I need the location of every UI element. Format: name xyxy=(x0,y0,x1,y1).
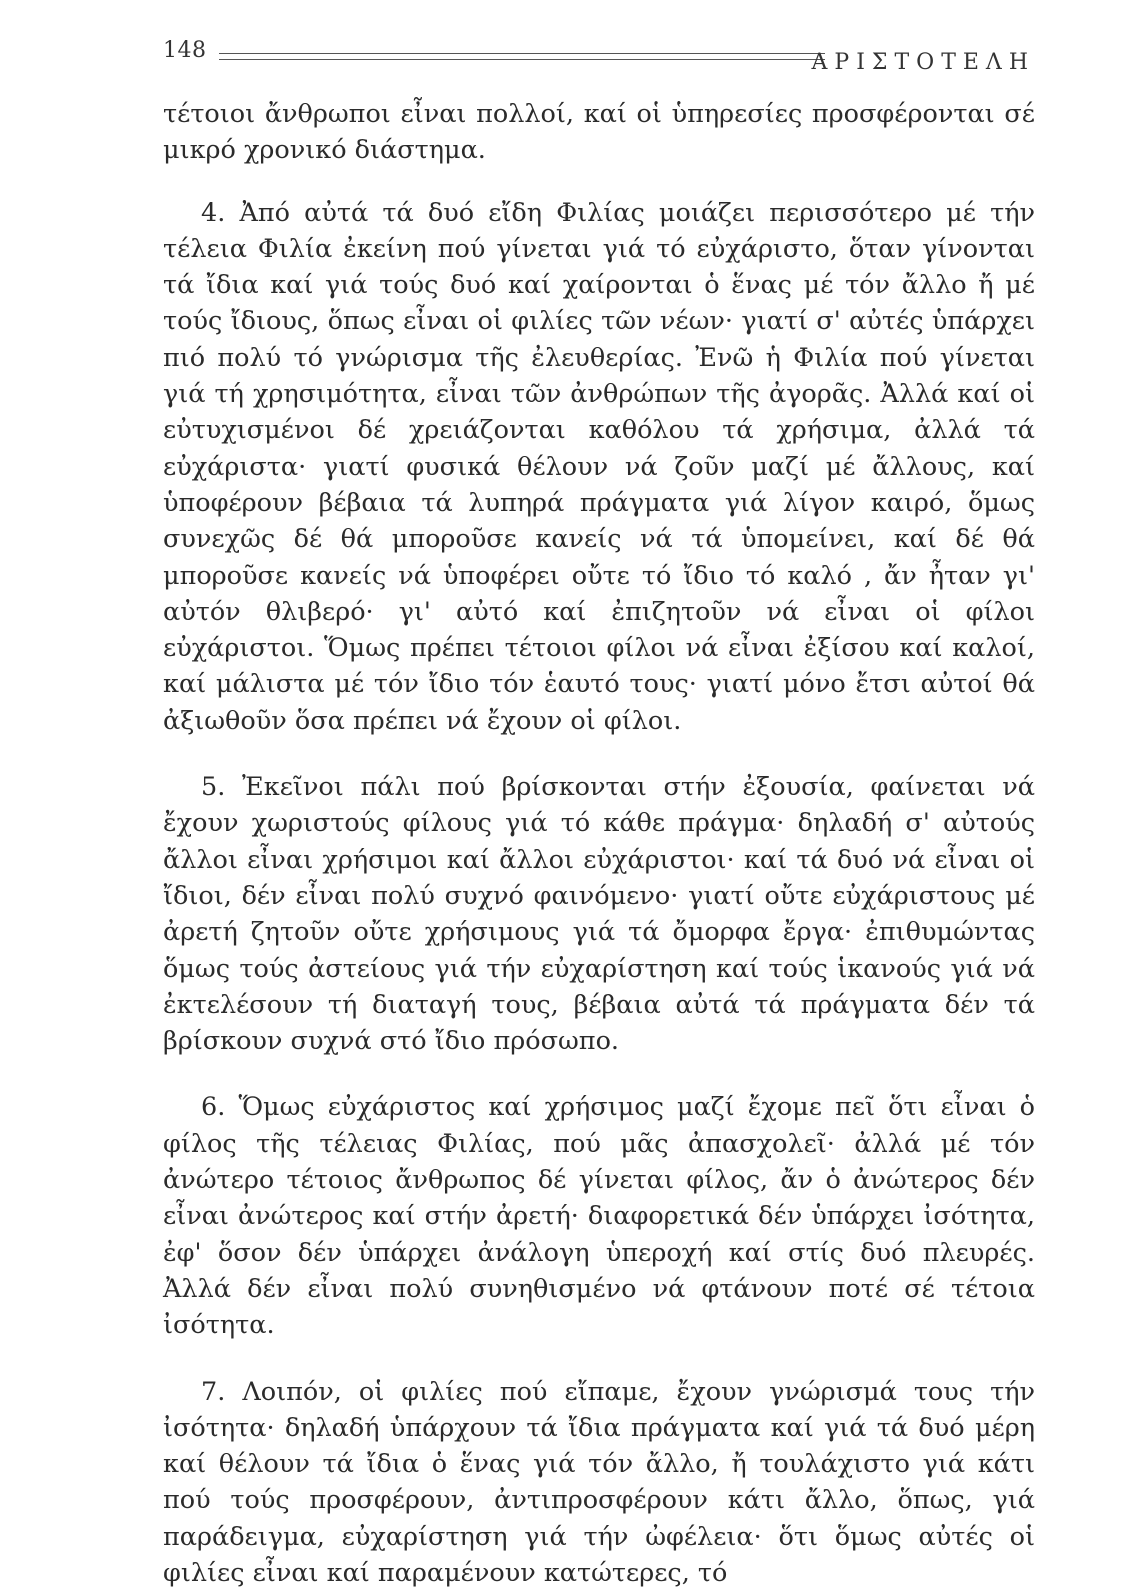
body-text xyxy=(163,96,1035,1591)
page-header xyxy=(163,38,1035,78)
paragraph-number: 7. xyxy=(201,1377,225,1407)
paragraph-text: Ἐκεῖνοι πάλι πού βρίσκονται στήν ἐξουσία, φαίνεται νά ἔχουν χωριστούς φίλους γιά τό κάθε πράγμα· δηλαδή σ' αὐτούς ἄλλοι εἶναι χρήσιμοι καί ἄλλοι εὐχάριστοι· καί τά δυό νά εἶναι οἱ ἴδιοι, δέν εἶναι πολύ συχνό φαινόμενο· γιατί οὔτε εὐχάριστους μέ ἀρετή ζητοῦν οὔτε χρήσιμους γιά τά ὄμορφα ἔργα· ἐπιθυμώντας ὅμως τούς ἀστείους γιά τήν εὐχαρίστηση καί τούς ἱκανούς γιά νά ἐκτελέσουν τή διαταγή τους, βέβαια αὐτά τά πράγματα δέν τά βρίσκουν συχνά στό ἴδιο πρόσωπο. xyxy=(163,772,1035,1056)
paragraph-number: 5. xyxy=(201,772,225,802)
paragraph-text: Ἀπό αὐτά τά δυό εἴδη Φιλίας μοιάζει περισσότερο μέ τήν τέλεια Φιλία ἐκείνη πού γίνεται γιά τό εὐχάριστο, ὅταν γίνονται τά ἴδια καί γιά τούς δυό καί χαίρονται ὁ ἕνας μέ τόν ἄλλο ἤ μέ τούς ἴδιους, ὅπως εἶναι οἱ φιλίες τῶν νέων· γιατί σ' αὐτές ὑπάρχει πιό πολύ τό γνώρισμα τῆς ἐλευθερίας. Ἐνῶ ἡ Φιλία πού γίνεται γιά τή χρησιμότητα, εἶναι τῶν ἀνθρώπων τῆς ἀγορᾶς. Ἀλλά καί οἱ εὐτυχισμένοι δέ χρειάζονται καθόλου τά χρήσιμα, ἀλλά τά εὐχάριστα· γιατί φυσικά θέλουν νά ζοῦν μαζί μέ ἄλλους, καί ὑποφέρουν βέβαια τά λυπηρά πράγματα γιά λίγον καιρό, ὅμως συνεχῶς δέ θά μποροῦσε κανείς νά τά ὑπομείνει, καί δέ θά μποροῦσε κανείς νά ὑποφέρει οὔτε τό ἴδιο τό καλό , ἄν ἦταν γι' αὐτόν θλιβερό· γι' αὐτό καί ἐπιζητοῦν νά εἶναι οἱ φίλοι εὐχάριστοι. Ὅμως πρέπει τέτοιοι φίλοι νά εἶναι ἐξίσου καί καλοί, καί μάλιστα μέ τόν ἴδιο τόν ἑαυτό τους· γιατί μόνο ἔτσι αὐτοί θά ἀξιωθοῦν ὅσα πρέπει νά ἔχουν οἱ φίλοι. xyxy=(163,198,1035,736)
paragraph-number: 6. xyxy=(201,1092,225,1122)
paragraph-5 xyxy=(163,769,1035,1059)
running-title: ΑΡΙΣΤΟΤΕΛΗ xyxy=(812,50,1035,75)
paragraph-4 xyxy=(163,195,1035,739)
paragraph-6 xyxy=(163,1089,1035,1343)
header-rule xyxy=(219,53,825,60)
paragraph-number: 4. xyxy=(201,198,225,228)
paragraph-text: Λοιπόν, οἱ φιλίες πού εἴπαμε, ἔχουν γνώρισμά τους τήν ἰσότητα· δηλαδή ὑπάρχουν τά ἴδια πράγματα καί γιά τά δυό μέρη καί θέλουν τά ἴδια ὁ ἕνας γιά τόν ἄλλο, ἤ τουλάχιστο γιά κάτι πού τούς προσφέρουν, ἀντιπροσφέρουν κάτι ἄλλο, ὅπως, γιά παράδειγμα, εὐχαρίστηση γιά τήν ὠφέλεια· ὅτι ὅμως αὐτές οἱ φιλίες εἶναι καί παραμένουν κατώτερες, τό xyxy=(163,1377,1035,1588)
paragraph-7 xyxy=(163,1374,1035,1591)
paragraph-text: Ὅμως εὐχάριστος καί χρήσιμος μαζί ἔχομε πεῖ ὅτι εἶναι ὁ φίλος τῆς τέλειας Φιλίας, πού μᾶς ἀπασχολεῖ· ἀλλά μέ τόν ἀνώτερο τέτοιος ἄνθρωπος δέ γίνεται φίλος, ἄν ὁ ἀνώτερος δέν εἶναι ἀνώτερος καί στήν ἀρετή· διαφορετικά δέν ὑπάρχει ἰσότητα, ἐφ' ὅσον δέν ὑπάρχει ἀνάλογη ὑπεροχή καί στίς δυό πλευρές. Ἀλλά δέν εἶναι πολύ συνηθισμένο νά φτάνουν ποτέ σέ τέτοια ἰσότητα. xyxy=(163,1092,1035,1340)
page-number: 148 xyxy=(163,38,207,63)
paragraph-continuation xyxy=(163,96,1035,169)
paragraph-text: τέτοιοι ἄνθρωποι εἶναι πολλοί, καί οἱ ὑπηρεσίες προσφέρονται σέ μικρό χρονικό διάστημα. xyxy=(163,99,1035,165)
